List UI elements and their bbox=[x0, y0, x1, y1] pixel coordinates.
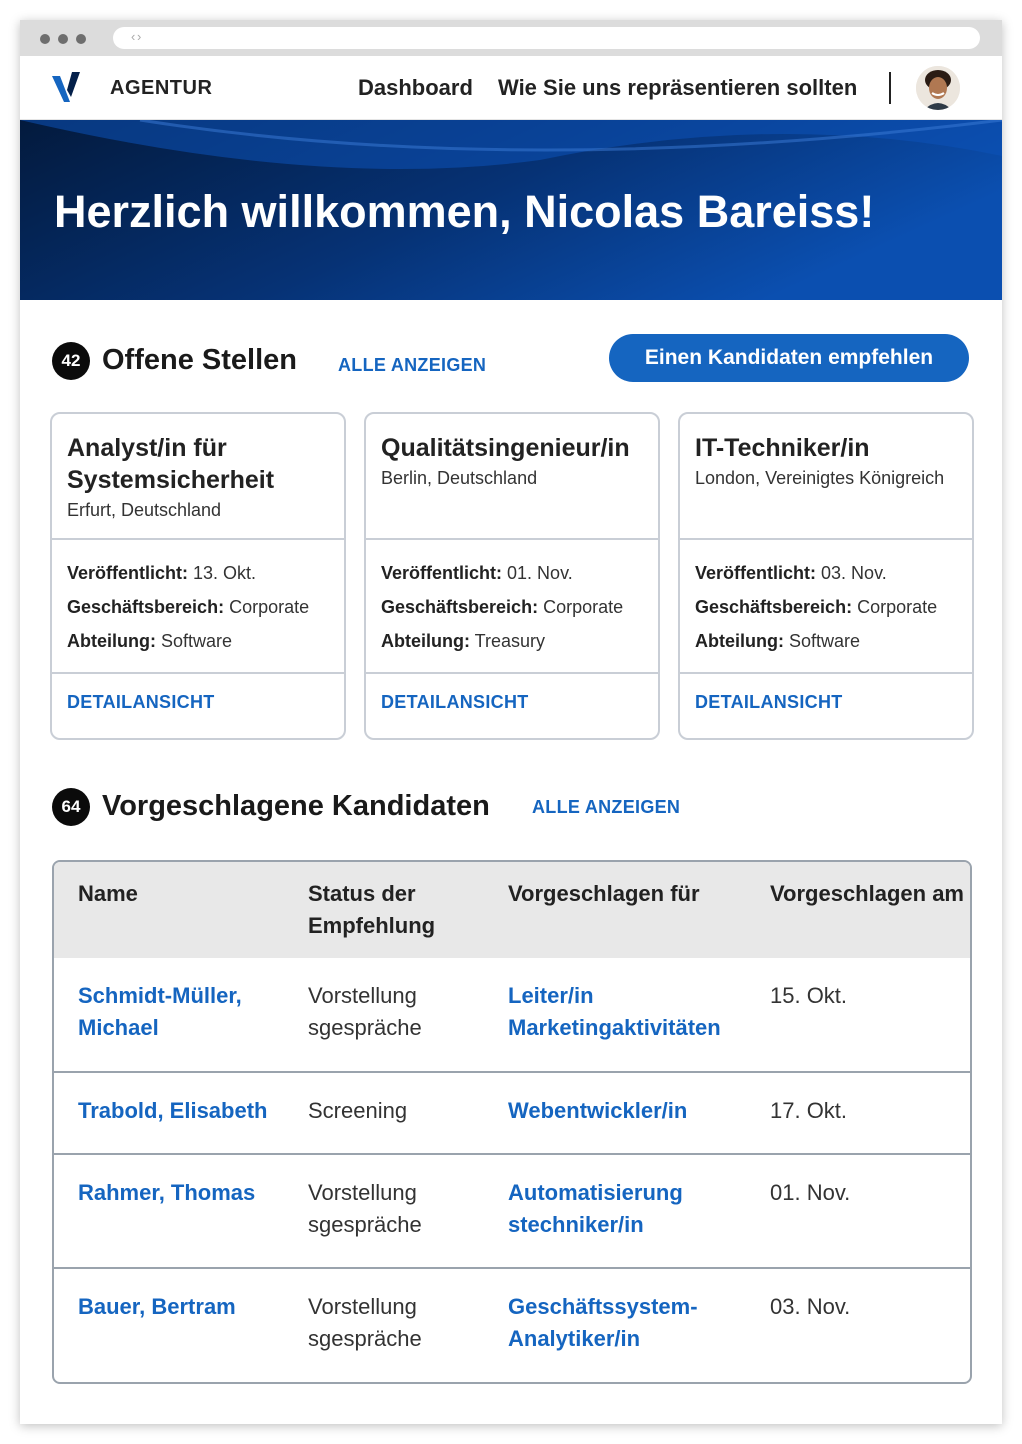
job-business-unit: Corporate bbox=[857, 597, 938, 617]
job-business-unit: Corporate bbox=[543, 597, 624, 617]
candidates-title: Vorgeschlagene Kandidaten bbox=[102, 790, 490, 822]
candidate-status: Vorstellung sgespräche bbox=[308, 958, 508, 1072]
label-department: Abteilung: bbox=[381, 631, 470, 651]
job-card bbox=[364, 412, 660, 740]
candidate-date: 17. Okt. bbox=[770, 1072, 970, 1154]
job-department: Treasury bbox=[474, 631, 546, 651]
label-business-unit: Geschäftsbereich: bbox=[67, 597, 225, 617]
job-detail-link[interactable]: DETAILANSICHT bbox=[695, 692, 843, 712]
nav-divider bbox=[889, 72, 891, 104]
job-location: London, Vereinigtes Königreich bbox=[695, 468, 945, 488]
candidates-show-all-link[interactable]: ALLE ANZEIGEN bbox=[532, 797, 681, 817]
candidate-name-link[interactable]: Bauer, Bertram bbox=[78, 1294, 236, 1319]
table-row bbox=[54, 958, 970, 1072]
candidates-count-badge: 64 bbox=[52, 788, 90, 826]
job-meta bbox=[52, 540, 344, 674]
column-header-name[interactable]: Name bbox=[54, 862, 308, 958]
table-header-row bbox=[54, 862, 970, 958]
job-location: Erfurt, Deutschland bbox=[67, 500, 222, 520]
job-card-header bbox=[366, 414, 658, 540]
label-department: Abteilung: bbox=[67, 631, 156, 651]
column-header-suggested-on[interactable]: Vorgeschlagen am bbox=[770, 862, 970, 958]
table-row bbox=[54, 1154, 970, 1268]
candidate-role-link[interactable]: Geschäftssystem-Analytiker/in bbox=[508, 1294, 698, 1351]
candidates-table bbox=[52, 860, 972, 1384]
job-published-row bbox=[695, 556, 957, 590]
candidate-role-link[interactable]: Automatisierung stechniker/in bbox=[508, 1154, 770, 1268]
candidate-status: Screening bbox=[308, 1072, 508, 1154]
openings-count-badge: 42 bbox=[52, 342, 90, 380]
candidate-name-link[interactable]: Trabold, Elisabeth bbox=[54, 1072, 308, 1154]
column-header-status[interactable]: Status der Empfehlung bbox=[308, 862, 508, 958]
candidate-status: Vorstellung sgespräche bbox=[308, 1294, 422, 1351]
candidate-name-link[interactable]: Rahmer, Thomas bbox=[54, 1154, 308, 1268]
job-business-unit-row bbox=[695, 590, 957, 624]
openings-show-all-link[interactable]: ALLE ANZEIGEN bbox=[338, 355, 487, 375]
label-published: Veröffentlicht: bbox=[67, 563, 189, 583]
job-title: Qualitätsingenieur/in bbox=[381, 434, 630, 462]
nav-dashboard[interactable]: Dashboard bbox=[358, 75, 473, 100]
label-published: Veröffentlicht: bbox=[381, 563, 503, 583]
candidate-role-link[interactable]: Leiter/in Marketingaktivitäten bbox=[508, 958, 770, 1072]
job-card bbox=[50, 412, 346, 740]
browser-chrome bbox=[20, 20, 1002, 56]
job-detail-link[interactable]: DETAILANSICHT bbox=[381, 692, 529, 712]
label-business-unit: Geschäftsbereich: bbox=[381, 597, 539, 617]
brand-logo-icon[interactable] bbox=[50, 70, 86, 106]
window-dot bbox=[76, 34, 86, 44]
job-card-header bbox=[680, 414, 972, 540]
column-header-suggested-for[interactable]: Vorgeschlagen für bbox=[508, 862, 770, 958]
top-navigation bbox=[20, 56, 1002, 120]
candidate-date: 15. Okt. bbox=[770, 958, 970, 1072]
job-department-row bbox=[381, 624, 643, 658]
job-department: Software bbox=[789, 631, 861, 651]
job-title: Analyst/in für Systemsicherheit bbox=[67, 434, 275, 494]
welcome-title: Herzlich willkommen, Nicolas Bareiss! bbox=[54, 186, 875, 237]
recommend-candidate-button[interactable]: Einen Kandidaten empfehlen bbox=[609, 334, 969, 382]
candidate-name-link[interactable]: Schmidt-Müller, Michael bbox=[54, 958, 308, 1072]
user-avatar[interactable] bbox=[916, 66, 960, 110]
job-business-unit-row bbox=[381, 590, 643, 624]
candidate-status: Vorstellung sgespräche bbox=[308, 1154, 508, 1268]
candidate-date: 03. Nov. bbox=[770, 1294, 851, 1319]
job-published: 13. Okt. bbox=[193, 563, 257, 583]
job-meta bbox=[680, 540, 972, 674]
job-card bbox=[678, 412, 974, 740]
window-dot bbox=[58, 34, 68, 44]
job-department: Software bbox=[161, 631, 233, 651]
candidate-date: 01. Nov. bbox=[770, 1154, 970, 1268]
job-published: 03. Nov. bbox=[821, 563, 887, 583]
job-business-unit: Corporate bbox=[229, 597, 310, 617]
label-business-unit: Geschäftsbereich: bbox=[695, 597, 853, 617]
job-department-row bbox=[695, 624, 957, 658]
job-meta bbox=[366, 540, 658, 674]
nav-representation[interactable]: Wie Sie uns repräsentieren sollten bbox=[498, 75, 858, 100]
job-location: Berlin, Deutschland bbox=[381, 468, 538, 488]
nav-arrows-icon[interactable]: ‹ › bbox=[131, 29, 141, 44]
openings-title: Offene Stellen bbox=[102, 344, 297, 376]
browser-window bbox=[20, 20, 1002, 1424]
table-row bbox=[54, 1072, 970, 1154]
label-published: Veröffentlicht: bbox=[695, 563, 817, 583]
user-avatar-icon bbox=[916, 66, 960, 110]
welcome-banner bbox=[20, 120, 1002, 300]
table-row bbox=[54, 1268, 970, 1382]
address-bar[interactable] bbox=[113, 27, 980, 49]
job-title: IT-Techniker/in bbox=[695, 434, 870, 462]
job-card-header bbox=[52, 414, 344, 540]
job-published-row bbox=[67, 556, 329, 590]
job-department-row bbox=[67, 624, 329, 658]
job-detail-link[interactable]: DETAILANSICHT bbox=[67, 692, 215, 712]
label-department: Abteilung: bbox=[695, 631, 784, 651]
job-published-row bbox=[381, 556, 643, 590]
brand-name: AGENTUR bbox=[110, 77, 213, 99]
job-published: 01. Nov. bbox=[507, 563, 573, 583]
window-dot bbox=[40, 34, 50, 44]
candidate-role-link[interactable]: Webentwickler/in bbox=[508, 1072, 770, 1154]
job-business-unit-row bbox=[67, 590, 329, 624]
